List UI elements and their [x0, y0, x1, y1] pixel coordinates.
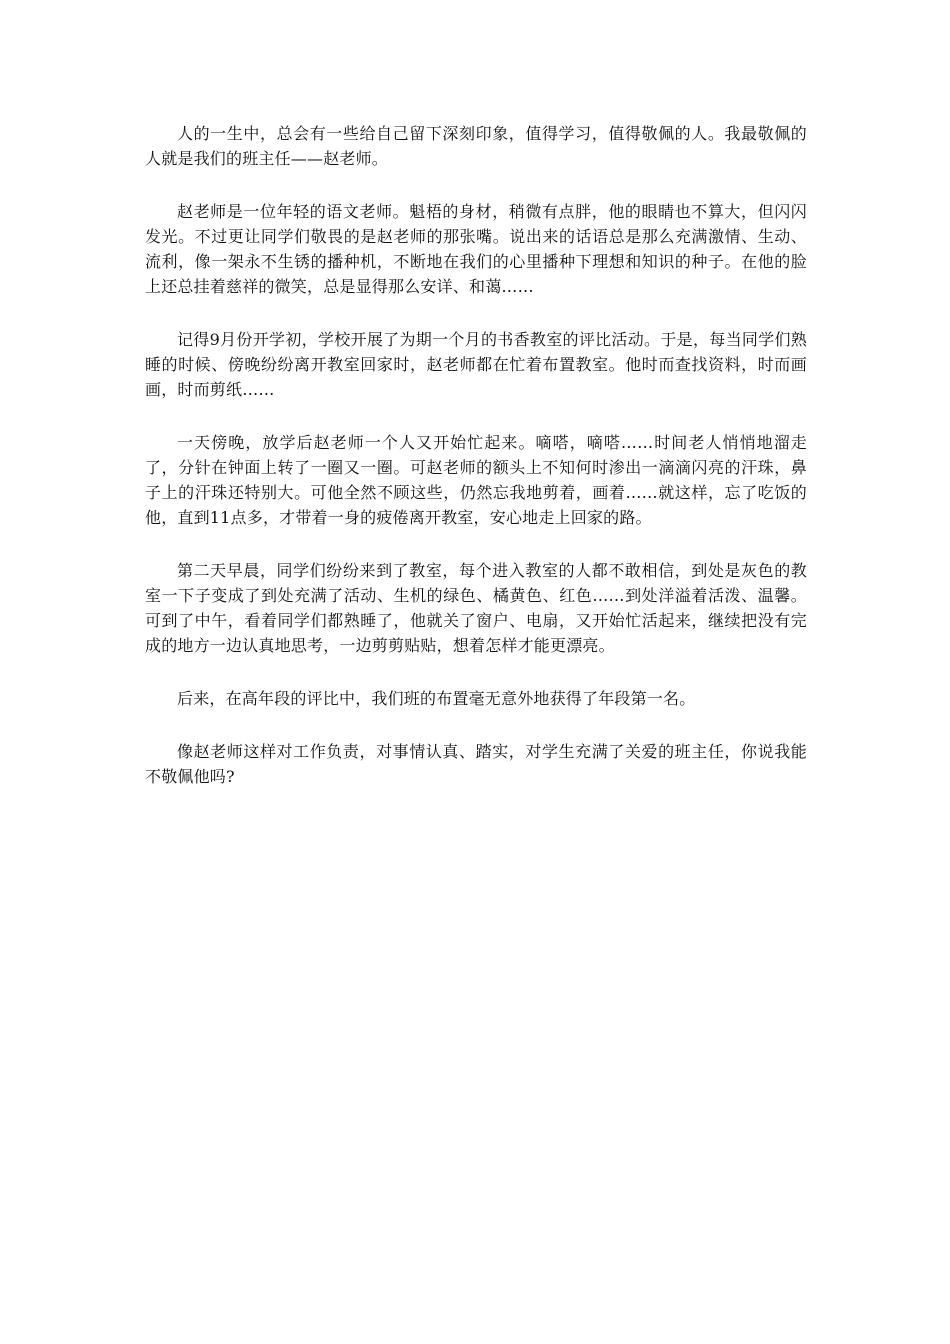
- paragraph-7: 像赵老师这样对工作负责，对事情认真、踏实，对学生充满了关爱的班主任，你说我能不敬佩他吗?: [145, 742, 807, 786]
- paragraph-6: 后来，在高年段的评比中，我们班的布置毫无意外地获得了年段第一名。: [177, 689, 696, 708]
- paragraph-2: 赵老师是一位年轻的语文老师。魁梧的身材，稍微有点胖，他的眼睛也不算大，但闪闪发光。不过更让同学们敬畏的是赵老师的那张嘴。说出来的话语总是那么充满激情、生动、流利，像一架永不生锈的播种机，不断地在我们的心里播种下理想和知识的种子。在他的脸上还总挂着慈祥的微笑，总是显得那么安详、和蔼……: [145, 202, 807, 296]
- document-body: [145, 121, 807, 817]
- paragraph-1: 人的一生中，总会有一些给自己留下深刻印象，值得学习，值得敬佩的人。我最敬佩的人就是我们的班主任——赵老师。: [145, 124, 807, 168]
- paragraph-3: 记得9月份开学初，学校开展了为期一个月的书香教室的评比活动。于是，每当同学们熟睡的时候、傍晚纷纷离开教室回家时，赵老师都在忙着布置教室。他时而查找资料，时而画画，时而剪纸……: [145, 330, 807, 399]
- paragraph-4: 一天傍晚，放学后赵老师一个人又开始忙起来。嘀嗒，嘀嗒……时间老人悄悄地溜走了，分针在钟面上转了一圈又一圈。可赵老师的额头上不知何时渗出一滴滴闪亮的汗珠，鼻子上的汗珠还特别大。可他全然不顾这些，仍然忘我地剪着，画着……就这样，忘了吃饭的他，直到11点多，才带着一身的疲倦离开教室，安心地走上回家的路。: [145, 433, 807, 527]
- paragraph-5: 第二天早晨，同学们纷纷来到了教室，每个进入教室的人都不敢相信，到处是灰色的教室一下子变成了到处充满了活动、生机的绿色、橘黄色、红色……到处洋溢着活泼、温馨。可到了中午，看着同学们都熟睡了，他就关了窗户、电扇，又开始忙活起来，继续把没有完成的地方一边认真地思考，一边剪剪贴贴，想着怎样才能更漂亮。: [145, 561, 807, 655]
